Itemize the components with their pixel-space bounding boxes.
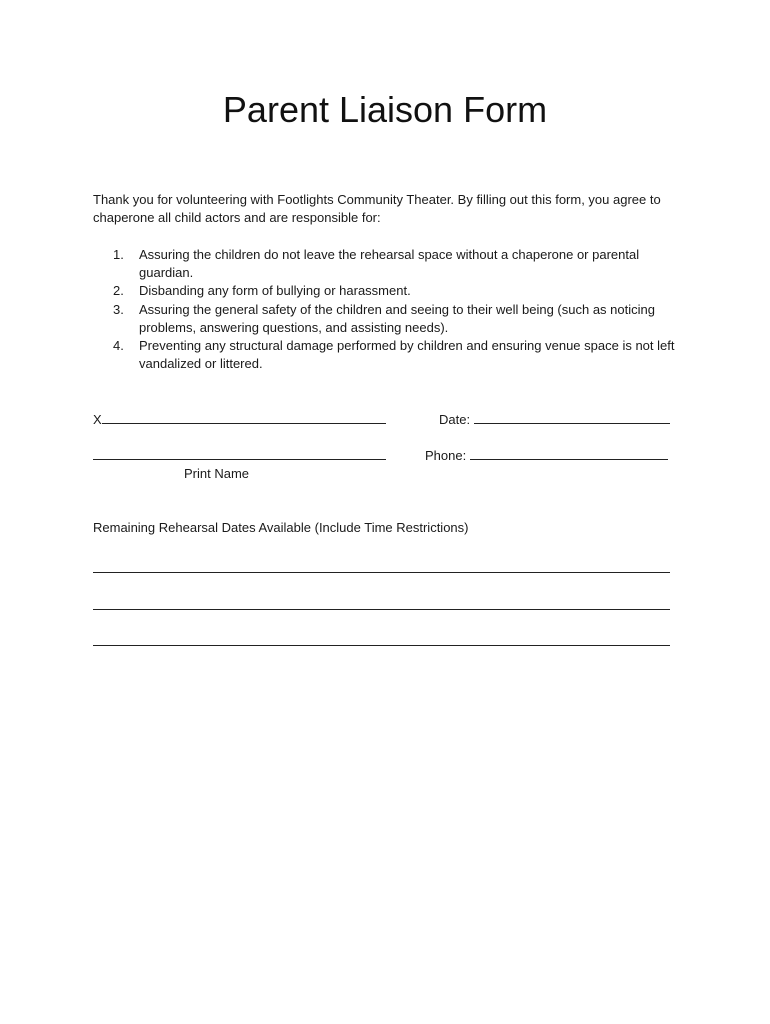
list-item-text: Assuring the children do not leave the rehearsal space without a chaperone or parental guardian. — [139, 247, 640, 281]
phone-line[interactable] — [470, 446, 668, 460]
availability-line[interactable] — [93, 572, 670, 573]
list-item-text: Preventing any structural damage performed by children and ensuring venue space is not left vandalized or littered. — [139, 338, 675, 372]
list-item-number: 4. — [113, 338, 124, 354]
list-item-text: Assuring the general safety of the children and seeing to their well being (such as noticing problems, answering questions, and assisting needs). — [139, 301, 655, 335]
date-line[interactable] — [474, 410, 670, 424]
signature-prefix: X — [93, 412, 102, 427]
date-label: Date: — [439, 412, 471, 427]
signature-line[interactable] — [102, 410, 386, 424]
list-item-text: Disbanding any form of bullying or harassment. — [139, 283, 411, 299]
availability-line[interactable] — [93, 645, 670, 646]
print-name-line[interactable] — [93, 446, 386, 460]
list-item — [93, 246, 683, 282]
intro-paragraph: Thank you for volunteering with Footlights Community Theater. By filling out this form, you agree to chaperone all child actors and are responsible for: — [93, 192, 661, 225]
availability-line[interactable] — [93, 609, 670, 610]
phone-label: Phone: — [425, 448, 467, 463]
list-item — [93, 301, 683, 337]
list-item — [93, 282, 683, 300]
list-item — [93, 337, 683, 373]
list-item-number: 1. — [113, 247, 124, 262]
availability-label: Remaining Rehearsal Dates Available (Include Time Restrictions) — [93, 520, 469, 535]
list-item-number: 3. — [113, 301, 124, 317]
date-row — [439, 410, 670, 429]
print-name-row — [93, 446, 386, 465]
phone-row — [425, 446, 668, 465]
list-item-number: 2. — [113, 283, 124, 299]
page-title: Parent Liaison Form — [222, 89, 548, 130]
signature-row — [93, 410, 386, 429]
duties-list — [93, 246, 683, 373]
print-name-label: Print Name — [184, 466, 250, 481]
